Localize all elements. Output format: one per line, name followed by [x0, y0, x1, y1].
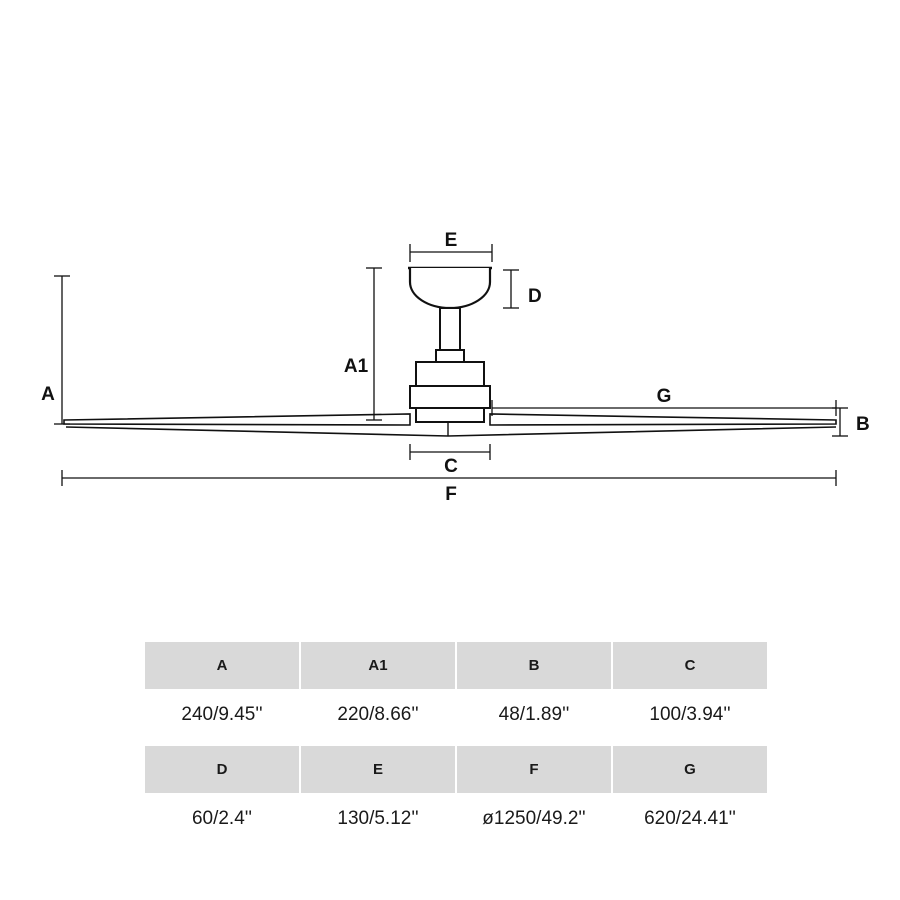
table-row-values-1	[144, 690, 768, 739]
dim-label-d: D	[528, 286, 542, 307]
table-row-headers-2	[144, 745, 768, 794]
dim-label-c: C	[444, 456, 458, 477]
table-value-d: 60/2.4''	[144, 794, 300, 843]
dim-label-a1: A1	[343, 356, 369, 377]
motor-upper-housing	[416, 362, 484, 386]
rod-coupler	[436, 350, 464, 362]
table-header-b: B	[456, 641, 612, 690]
dim-label-g: G	[656, 386, 672, 407]
table-header-c: C	[612, 641, 768, 690]
table-header-g: G	[612, 745, 768, 794]
dim-label-a: A	[41, 384, 55, 405]
table-value-a: 240/9.45''	[144, 690, 300, 739]
blade-far-silhouette	[66, 427, 836, 436]
table-value-g: 620/24.41''	[612, 794, 768, 843]
table-value-e: 130/5.12''	[300, 794, 456, 843]
canopy-dome	[410, 268, 490, 308]
table-row-values-2	[144, 794, 768, 843]
dim-label-b: B	[856, 414, 870, 435]
table-header-d: D	[144, 745, 300, 794]
table-value-a1: 220/8.66''	[300, 690, 456, 739]
table-value-b: 48/1.89''	[456, 690, 612, 739]
downrod	[440, 308, 460, 350]
blade-right	[490, 414, 836, 425]
dimensions-table	[143, 640, 769, 844]
blade-left	[64, 414, 410, 425]
motor-base	[416, 408, 484, 422]
dim-label-e: E	[444, 230, 458, 251]
motor-lower-housing	[410, 386, 490, 408]
dim-label-f: F	[445, 484, 457, 505]
table-header-e: E	[300, 745, 456, 794]
table-header-a: A	[144, 641, 300, 690]
table-value-f: ø1250/49.2''	[456, 794, 612, 843]
table-row-headers-1	[144, 641, 768, 690]
table-header-a1: A1	[300, 641, 456, 690]
dimensions-table-wrapper	[143, 640, 759, 844]
table-header-f: F	[456, 745, 612, 794]
table-value-c: 100/3.94''	[612, 690, 768, 739]
